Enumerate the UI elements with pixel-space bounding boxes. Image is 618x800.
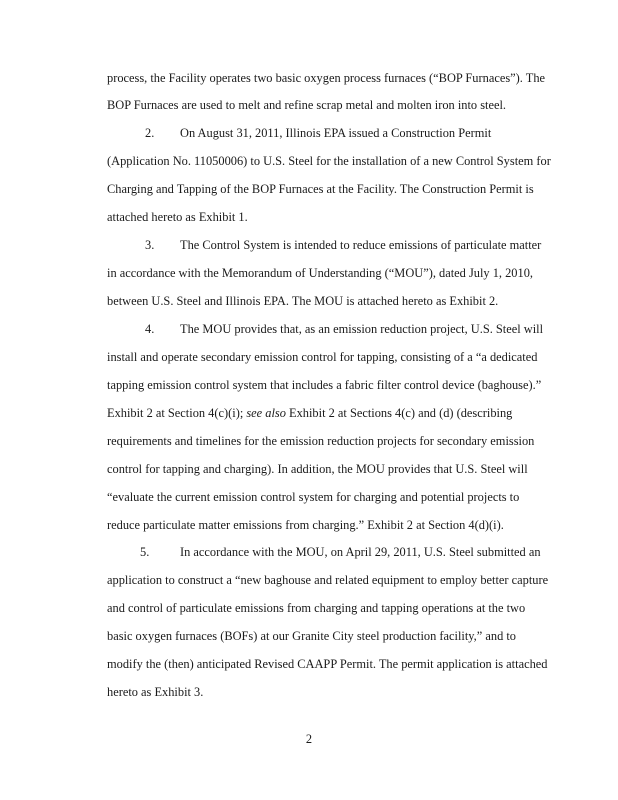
body-line: between U.S. Steel and Illinois EPA. The MOU is attached hereto as Exhibit 2. [107,294,499,308]
paragraph-first-line: The Control System is intended to reduce emissions of particulate matter [180,238,542,252]
see-also-signal: see also [246,406,286,420]
body-line: control for tapping and charging). In addition, the MOU provides that U.S. Steel will [107,462,528,476]
body-line: tapping emission control system that includes a fabric filter control device (baghouse).” [107,378,542,392]
body-line: attached hereto as Exhibit 1. [107,210,248,224]
body-line: reduce particulate matter emissions from charging.” Exhibit 2 at Section 4(d)(i). [107,518,504,532]
body-line: and control of particulate emissions from charging and tapping operations at the two [107,601,526,615]
body-line: requirements and timelines for the emission reduction projects for secondary emission [107,434,535,448]
paragraph-number: 3. [145,238,155,252]
body-line: “evaluate the current emission control system for charging and potential projects to [107,490,520,504]
body-line: application to construct a “new baghouse and related equipment to employ better capture [107,573,549,587]
body-line: install and operate secondary emission control for tapping, consisting of a “a dedicated [107,350,538,364]
body-line: Charging and Tapping of the BOP Furnaces at the Facility. The Construction Permit is [107,182,534,196]
paragraph-first-line: The MOU provides that, as an emission reduction project, U.S. Steel will [180,322,544,336]
paragraph-number: 5. [140,545,150,559]
body-line: in accordance with the Memorandum of Understanding (“MOU”), dated July 1, 2010, [107,266,533,280]
paragraph-first-line: In accordance with the MOU, on April 29, 2011, U.S. Steel submitted an [180,545,541,559]
paragraph-first-line: On August 31, 2011, Illinois EPA issued a Construction Permit [180,126,492,140]
body-line-citation [107,406,547,421]
body-line: (Application No. 11050006) to U.S. Steel for the installation of a new Control System for [107,154,551,168]
body-line: basic oxygen furnaces (BOFs) at our Granite City steel production facility,” and to [107,629,517,643]
body-line: hereto as Exhibit 3. [107,685,204,699]
paragraph-number: 2. [145,126,155,140]
paragraph-number: 4. [145,322,155,336]
body-line: process, the Facility operates two basic oxygen process furnaces (“BOP Furnaces”). The [107,71,546,85]
page-number: 2 [305,732,313,746]
body-line: BOP Furnaces are used to melt and refine scrap metal and molten iron into steel. [107,98,507,112]
citation-text: Exhibit 2 at Sections 4(c) and (d) (describing [285,406,513,420]
body-line: modify the (then) anticipated Revised CAAPP Permit. The permit application is attached [107,657,548,671]
citation-text: Exhibit 2 at Section 4(c)(i); [107,406,247,420]
